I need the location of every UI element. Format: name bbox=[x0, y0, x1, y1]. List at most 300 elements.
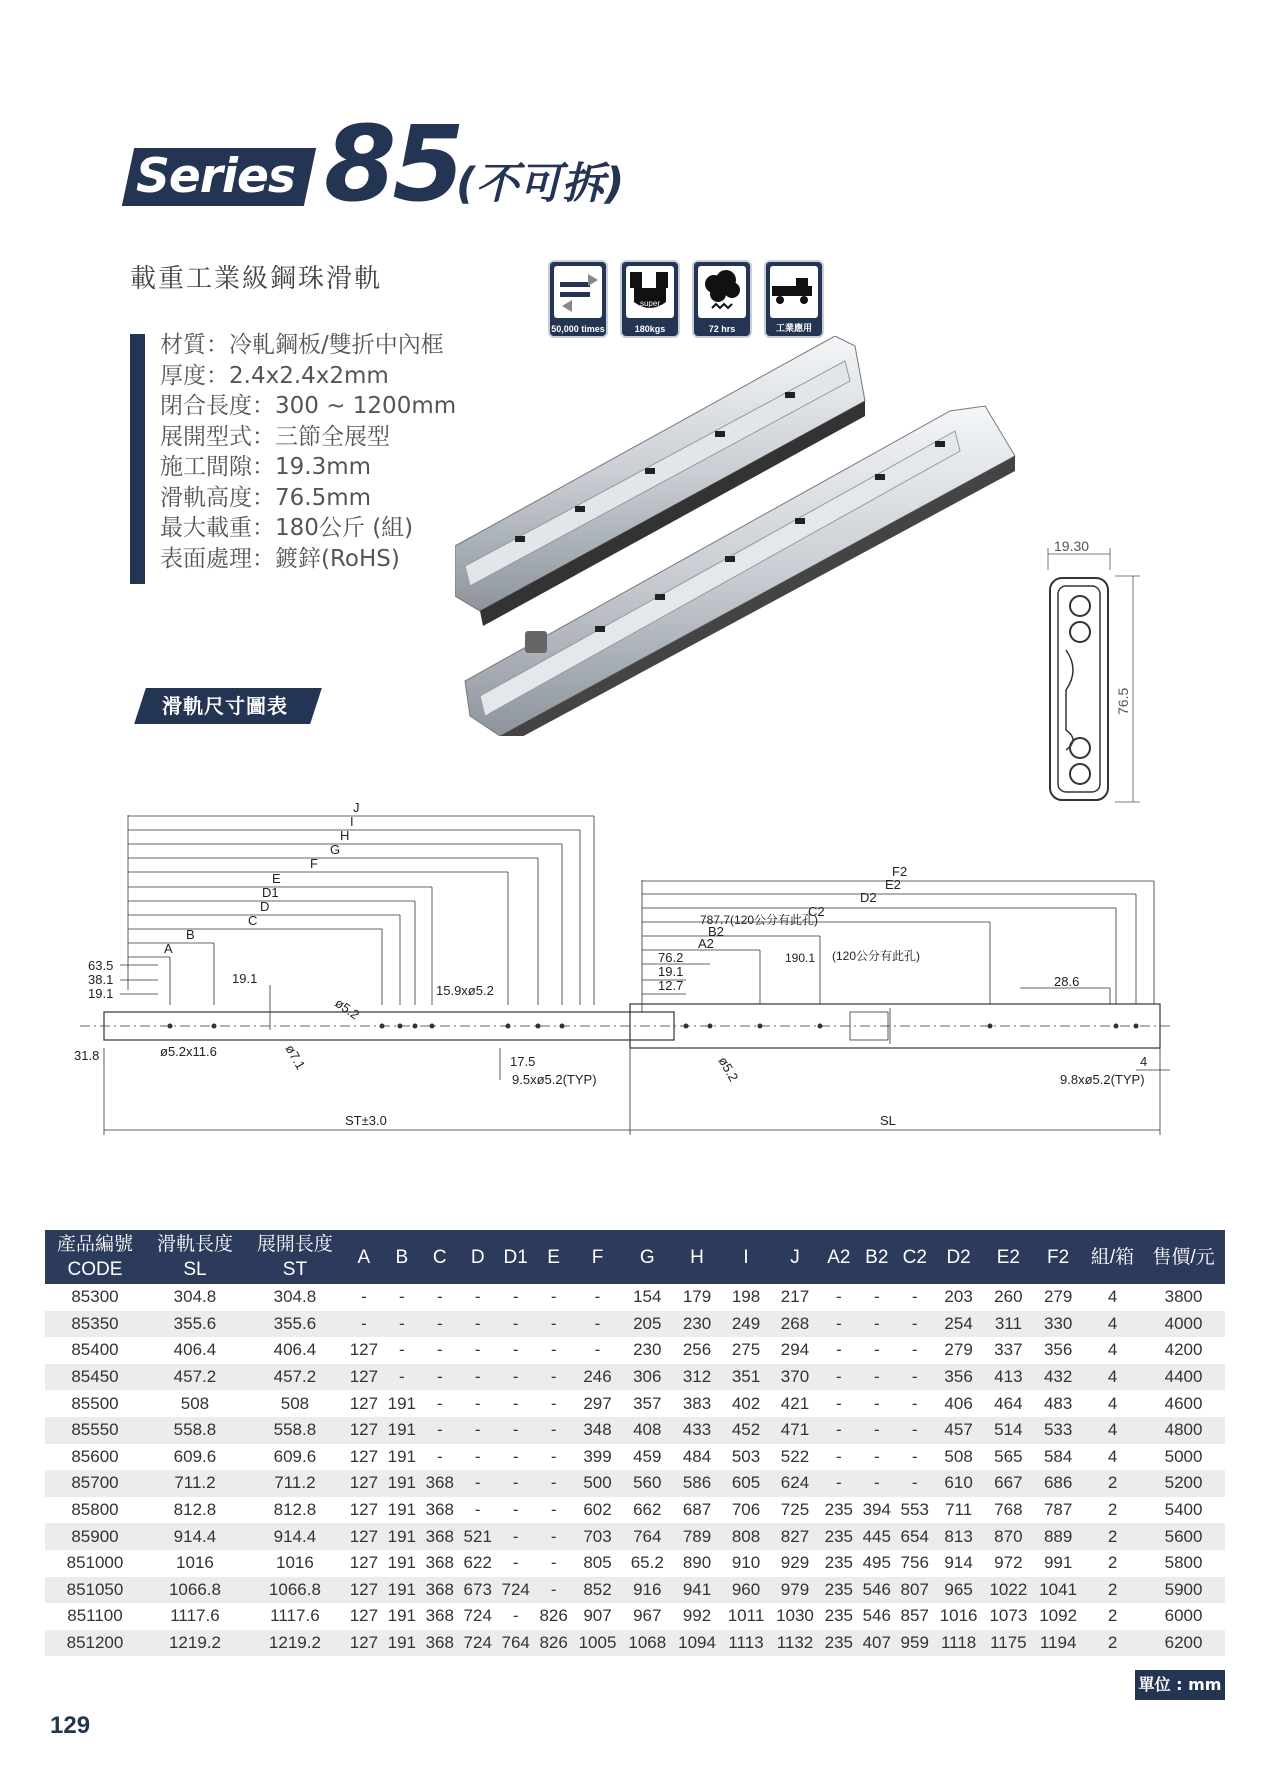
table-cell: 235 bbox=[820, 1523, 858, 1550]
table-header-cell: D1 bbox=[497, 1230, 535, 1284]
table-cell: 1016 bbox=[176, 1553, 214, 1573]
table-cell: - bbox=[512, 1446, 519, 1466]
table-cell: 4 bbox=[1107, 1446, 1118, 1466]
table-cell: 2 bbox=[1083, 1577, 1142, 1604]
table-cell: - bbox=[512, 1287, 519, 1307]
table-row bbox=[45, 1444, 1225, 1471]
table-cell: 605 bbox=[722, 1470, 770, 1497]
table-cell: 495 bbox=[862, 1553, 891, 1573]
table-header-cell: E bbox=[535, 1230, 573, 1284]
spec-accent-bar bbox=[130, 334, 145, 584]
table-cell: 787 bbox=[1043, 1500, 1073, 1520]
table-cell: 687 bbox=[682, 1500, 712, 1520]
table-cell: 235 bbox=[820, 1577, 858, 1604]
table-cell: 1094 bbox=[672, 1630, 722, 1657]
table-cell: - bbox=[896, 1417, 934, 1444]
table-cell: 260 bbox=[994, 1287, 1023, 1307]
table-cell: 127 bbox=[349, 1500, 379, 1520]
series-suffix: (不可拆) bbox=[456, 159, 625, 209]
table-cell: 279 bbox=[944, 1340, 973, 1360]
table-cell: - bbox=[873, 1287, 880, 1307]
hole-label-15-9: 15.9xø5.2 bbox=[436, 983, 494, 998]
table-cell: 304.8 bbox=[173, 1287, 217, 1307]
table-cell: 5900 bbox=[1142, 1577, 1225, 1604]
feature-icons bbox=[548, 260, 828, 340]
hole-label-5-2: ø5.2 bbox=[332, 995, 363, 1023]
table-cell: - bbox=[512, 1393, 519, 1413]
dim-label-b: B bbox=[186, 927, 195, 942]
table-cell: 127 bbox=[349, 1340, 379, 1360]
table-cell: 4800 bbox=[1142, 1417, 1225, 1444]
table-cell: - bbox=[459, 1417, 497, 1444]
table-row bbox=[45, 1417, 1225, 1444]
table-cell: - bbox=[896, 1470, 934, 1497]
series-label: Series bbox=[136, 149, 295, 204]
table-cell: - bbox=[820, 1364, 858, 1391]
table-cell: 406 bbox=[944, 1393, 973, 1413]
dim-label-g: G bbox=[330, 842, 341, 857]
table-cell: 279 bbox=[1043, 1287, 1073, 1307]
table-cell: 471 bbox=[770, 1417, 820, 1444]
unit-badge: 單位 : mm bbox=[1135, 1670, 1225, 1700]
table-cell: 807 bbox=[896, 1577, 934, 1604]
table-cell: 5600 bbox=[1142, 1523, 1225, 1550]
table-cell: - bbox=[858, 1470, 896, 1497]
dim-label-d2: D2 bbox=[860, 890, 877, 905]
table-cell: 662 bbox=[633, 1500, 662, 1520]
dim-label-f: F bbox=[310, 856, 318, 871]
table-cell: 667 bbox=[983, 1470, 1033, 1497]
table-cell: 967 bbox=[633, 1606, 662, 1626]
table-cell: 413 bbox=[983, 1364, 1033, 1391]
table-cell: - bbox=[512, 1553, 519, 1573]
rail-profile-diagram bbox=[1040, 540, 1160, 810]
table-cell: 406.4 bbox=[273, 1340, 317, 1360]
table-cell: 6000 bbox=[1164, 1606, 1203, 1626]
table-cell: - bbox=[836, 1287, 842, 1307]
table-cell: 127 bbox=[345, 1470, 383, 1497]
table-cell: - bbox=[858, 1417, 896, 1444]
table-cell: - bbox=[474, 1446, 481, 1466]
table-cell: 370 bbox=[770, 1364, 820, 1391]
table-cell: 558.8 bbox=[145, 1417, 245, 1444]
table-cell: 711 bbox=[945, 1500, 973, 1520]
table-cell: - bbox=[836, 1393, 842, 1413]
table-cell: 4 bbox=[1107, 1287, 1118, 1307]
table-cell: 2 bbox=[1083, 1523, 1142, 1550]
section-title: 滑軌尺寸圖表 bbox=[134, 688, 329, 728]
table-cell: 500 bbox=[573, 1470, 623, 1497]
table-cell: 929 bbox=[780, 1553, 810, 1573]
table-cell: - bbox=[436, 1340, 443, 1360]
table-cell: 198 bbox=[731, 1287, 761, 1307]
table-cell: 154 bbox=[633, 1287, 662, 1307]
table-cell: 191 bbox=[383, 1470, 421, 1497]
table-cell: 235 bbox=[820, 1630, 858, 1657]
table-cell: 452 bbox=[722, 1417, 770, 1444]
table-cell: 724 bbox=[459, 1630, 497, 1657]
table-row bbox=[45, 1577, 1225, 1604]
spec-rail-height: 滑軌高度：76.5mm bbox=[160, 484, 372, 511]
table-cell: 609.6 bbox=[273, 1446, 317, 1466]
table-cell: 294 bbox=[780, 1340, 810, 1360]
table-cell: 399 bbox=[583, 1446, 612, 1466]
table-cell: - bbox=[421, 1311, 459, 1338]
table-cell: - bbox=[550, 1393, 557, 1413]
hole-label-5-2-right: ø5.2 bbox=[715, 1054, 742, 1085]
table-cell: - bbox=[497, 1311, 535, 1338]
table-cell: 351 bbox=[722, 1364, 770, 1391]
table-cell: - bbox=[550, 1553, 557, 1573]
table-cell: 383 bbox=[682, 1393, 712, 1413]
extension-cycle-icon: 50,000 times bbox=[548, 260, 608, 338]
table-cell: - bbox=[497, 1364, 535, 1391]
table-cell: - bbox=[535, 1364, 573, 1391]
table-cell: 1117.6 bbox=[270, 1606, 320, 1626]
table-cell: - bbox=[873, 1340, 880, 1360]
table-cell: - bbox=[550, 1446, 557, 1466]
table-cell: 813 bbox=[934, 1523, 984, 1550]
industrial-truck-icon: 工業應用 bbox=[764, 260, 824, 338]
table-cell: 2 bbox=[1083, 1470, 1142, 1497]
table-cell: 890 bbox=[682, 1553, 712, 1573]
table-cell: 368 bbox=[425, 1500, 454, 1520]
table-cell: 406.4 bbox=[173, 1340, 217, 1360]
table-cell: 4 bbox=[1083, 1417, 1142, 1444]
dim-label-e2: E2 bbox=[885, 877, 901, 892]
sl-label: SL bbox=[880, 1113, 896, 1128]
table-cell: 445 bbox=[858, 1523, 896, 1550]
table-cell: 1092 bbox=[1039, 1606, 1078, 1626]
table-cell: - bbox=[535, 1523, 573, 1550]
table-cell: 191 bbox=[387, 1446, 417, 1466]
spec-max-load: 最大載重：180公斤 (組) bbox=[160, 515, 414, 541]
table-cell: 724 bbox=[463, 1606, 492, 1626]
dim-label-h: H bbox=[340, 828, 350, 843]
table-cell: - bbox=[474, 1287, 481, 1307]
table-row bbox=[45, 1630, 1225, 1657]
table-cell: - bbox=[896, 1311, 934, 1338]
spec-thickness: 厚度：2.4x2.4x2mm bbox=[160, 362, 389, 389]
spec-table bbox=[45, 1230, 1225, 1656]
table-cell: 191 bbox=[383, 1417, 421, 1444]
table-cell: - bbox=[474, 1340, 481, 1360]
table-row bbox=[45, 1523, 1225, 1550]
dim-4: 4 bbox=[1140, 1054, 1148, 1069]
table-cell: - bbox=[911, 1340, 918, 1360]
table-cell: 191 bbox=[383, 1523, 421, 1550]
table-row bbox=[45, 1284, 1225, 1311]
dim-label-i: I bbox=[350, 814, 354, 829]
table-cell: 85450 bbox=[45, 1364, 145, 1391]
table-cell: 565 bbox=[994, 1446, 1023, 1466]
table-cell: 910 bbox=[731, 1553, 761, 1573]
table-cell: 127 bbox=[349, 1606, 379, 1626]
table-cell: 464 bbox=[994, 1393, 1023, 1413]
table-header-cell: A bbox=[345, 1230, 383, 1284]
table-cell: 960 bbox=[722, 1577, 770, 1604]
table-header-cell: C bbox=[421, 1230, 459, 1284]
dim-label-e: E bbox=[272, 871, 281, 886]
table-cell: - bbox=[873, 1393, 880, 1413]
table-cell: 851050 bbox=[45, 1577, 145, 1604]
table-cell: 356 bbox=[1043, 1340, 1073, 1360]
table-cell: 851000 bbox=[66, 1553, 124, 1573]
table-cell: 979 bbox=[770, 1577, 820, 1604]
table-cell: - bbox=[535, 1417, 573, 1444]
table-cell: 851200 bbox=[45, 1630, 145, 1657]
st-label: ST±3.0 bbox=[345, 1113, 387, 1128]
table-cell: 857 bbox=[900, 1606, 929, 1626]
table-cell: 522 bbox=[780, 1446, 810, 1466]
table-header-cell: D bbox=[459, 1230, 497, 1284]
table-cell: 421 bbox=[780, 1393, 810, 1413]
table-cell: 127 bbox=[345, 1577, 383, 1604]
table-cell: 610 bbox=[934, 1470, 984, 1497]
dim-28-6: 28.6 bbox=[1054, 974, 1080, 989]
table-cell: 1219.2 bbox=[245, 1630, 345, 1657]
table-header-cell: H bbox=[672, 1230, 722, 1284]
table-cell: - bbox=[459, 1470, 497, 1497]
table-cell: 355.6 bbox=[145, 1311, 245, 1338]
table-cell: 191 bbox=[387, 1606, 417, 1626]
table-cell: - bbox=[550, 1500, 557, 1520]
table-header-cell: 售價/元 bbox=[1142, 1230, 1225, 1284]
table-cell: 457.2 bbox=[245, 1364, 345, 1391]
dim-label-j: J bbox=[353, 800, 360, 815]
table-cell: - bbox=[474, 1393, 481, 1413]
table-cell: - bbox=[911, 1446, 918, 1466]
table-cell: - bbox=[383, 1364, 421, 1391]
table-cell: 402 bbox=[731, 1393, 761, 1413]
table-cell: 1030 bbox=[776, 1606, 814, 1626]
dim-19-1-left: 19.1 bbox=[88, 986, 114, 1001]
table-cell: 85350 bbox=[45, 1311, 145, 1338]
table-cell: - bbox=[594, 1340, 601, 1360]
table-cell: 85400 bbox=[71, 1340, 119, 1360]
table-cell: 756 bbox=[900, 1553, 929, 1573]
table-cell: 826 bbox=[535, 1630, 573, 1657]
table-cell: 85500 bbox=[71, 1393, 119, 1413]
table-cell: 484 bbox=[682, 1446, 712, 1466]
table-cell: 654 bbox=[896, 1523, 934, 1550]
table-cell: 914.4 bbox=[245, 1523, 345, 1550]
table-cell: 85900 bbox=[45, 1523, 145, 1550]
table-cell: 808 bbox=[722, 1523, 770, 1550]
table-cell: 368 bbox=[421, 1630, 459, 1657]
table-cell: - bbox=[361, 1287, 367, 1307]
table-cell: - bbox=[497, 1417, 535, 1444]
table-cell: 851100 bbox=[67, 1606, 123, 1626]
table-cell: 85600 bbox=[71, 1446, 119, 1466]
table-cell: 368 bbox=[421, 1470, 459, 1497]
table-cell: - bbox=[421, 1417, 459, 1444]
table-cell: 508 bbox=[280, 1393, 310, 1413]
table-cell: - bbox=[836, 1446, 842, 1466]
table-cell: 337 bbox=[994, 1340, 1023, 1360]
table-cell: 789 bbox=[672, 1523, 722, 1550]
table-cell: 179 bbox=[682, 1287, 712, 1307]
table-cell: 812.8 bbox=[173, 1500, 217, 1520]
table-cell: - bbox=[535, 1470, 573, 1497]
table-cell: - bbox=[535, 1577, 573, 1604]
table-cell: 4200 bbox=[1164, 1340, 1203, 1360]
table-row bbox=[45, 1603, 1225, 1630]
table-cell: 764 bbox=[497, 1630, 535, 1657]
table-cell: - bbox=[911, 1287, 918, 1307]
product-photo bbox=[455, 336, 1115, 736]
dim-label-c2: C2 bbox=[808, 904, 825, 919]
table-cell: 533 bbox=[1033, 1417, 1083, 1444]
table-cell: 914 bbox=[944, 1553, 973, 1573]
table-cell: 965 bbox=[934, 1577, 984, 1604]
dim-label-a2: A2 bbox=[698, 936, 714, 951]
table-cell: 5200 bbox=[1142, 1470, 1225, 1497]
spec-side-clearance: 施工間隙：19.3mm bbox=[160, 454, 372, 480]
table-cell: 602 bbox=[583, 1500, 612, 1520]
table-cell: 827 bbox=[770, 1523, 820, 1550]
table-cell: 852 bbox=[573, 1577, 623, 1604]
table-row bbox=[45, 1364, 1225, 1391]
table-cell: 1066.8 bbox=[245, 1577, 345, 1604]
table-cell: 972 bbox=[994, 1553, 1023, 1573]
table-cell: 686 bbox=[1033, 1470, 1083, 1497]
table-cell: 230 bbox=[633, 1340, 662, 1360]
table-cell: - bbox=[512, 1500, 519, 1520]
table-cell: 1073 bbox=[989, 1606, 1028, 1626]
table-row bbox=[45, 1311, 1225, 1338]
dim-31-8: 31.8 bbox=[74, 1048, 100, 1063]
table-cell: 191 bbox=[387, 1553, 417, 1573]
table-row bbox=[45, 1337, 1225, 1364]
table-cell: 356 bbox=[934, 1364, 984, 1391]
table-cell: 725 bbox=[780, 1500, 810, 1520]
table-cell: 584 bbox=[1043, 1446, 1073, 1466]
table-cell: 459 bbox=[633, 1446, 662, 1466]
table-header-cell: I bbox=[722, 1230, 770, 1284]
table-body bbox=[45, 1284, 1225, 1656]
table-header-row bbox=[45, 1230, 1225, 1284]
table-cell: 1219.2 bbox=[145, 1630, 245, 1657]
table-cell: 457 bbox=[934, 1417, 984, 1444]
dimension-drawing bbox=[60, 790, 1180, 1150]
spec-material: 材質：冷軋鋼板/雙折中內框 bbox=[160, 332, 444, 358]
table-cell: 5800 bbox=[1164, 1553, 1203, 1573]
table-cell: 432 bbox=[1033, 1364, 1083, 1391]
table-cell: 703 bbox=[573, 1523, 623, 1550]
table-cell: 4600 bbox=[1164, 1393, 1203, 1413]
table-cell: - bbox=[858, 1364, 896, 1391]
table-cell: 768 bbox=[994, 1500, 1023, 1520]
table-cell: 1132 bbox=[770, 1630, 820, 1657]
table-cell: 127 bbox=[349, 1393, 379, 1413]
table-cell: 85800 bbox=[71, 1500, 119, 1520]
table-cell: 368 bbox=[425, 1606, 454, 1626]
table-cell: - bbox=[911, 1393, 918, 1413]
table-cell: 235 bbox=[824, 1606, 854, 1626]
table-cell: - bbox=[383, 1311, 421, 1338]
table-cell: 246 bbox=[573, 1364, 623, 1391]
table-cell: 711.2 bbox=[145, 1470, 245, 1497]
product-subtitle: 載重工業級鋼珠滑軌 bbox=[130, 264, 383, 294]
dim-label-d: D bbox=[260, 899, 270, 914]
table-cell: 521 bbox=[459, 1523, 497, 1550]
table-cell: - bbox=[535, 1311, 573, 1338]
dim-label-d1: D1 bbox=[262, 885, 279, 900]
table-cell: 764 bbox=[622, 1523, 672, 1550]
table-cell: 127 bbox=[349, 1553, 379, 1573]
profile-height-label: 76.5 bbox=[1115, 687, 1131, 715]
table-cell: 191 bbox=[383, 1630, 421, 1657]
table-cell: 457.2 bbox=[145, 1364, 245, 1391]
table-cell: 622 bbox=[463, 1553, 492, 1573]
series-title bbox=[128, 103, 688, 225]
table-cell: 355.6 bbox=[245, 1311, 345, 1338]
spec-finish: 表面處理：鍍鋅(RoHS) bbox=[160, 545, 400, 572]
table-cell: 191 bbox=[387, 1500, 417, 1520]
table-cell: - bbox=[512, 1340, 519, 1360]
table-cell: 508 bbox=[944, 1446, 973, 1466]
table-row bbox=[45, 1390, 1225, 1417]
table-cell: 297 bbox=[583, 1393, 612, 1413]
table-header-cell: B bbox=[383, 1230, 421, 1284]
table-cell: 433 bbox=[672, 1417, 722, 1444]
table-cell: - bbox=[512, 1606, 519, 1626]
hole-label-typ-left: 9.5xø5.2(TYP) bbox=[512, 1072, 597, 1087]
table-cell: 2 bbox=[1107, 1606, 1118, 1626]
hole-label-7-1: ø7.1 bbox=[282, 1042, 309, 1073]
table-header-cell: F2 bbox=[1033, 1230, 1083, 1284]
table-cell: 991 bbox=[1043, 1553, 1073, 1573]
spec-extension-type: 展開型式：三節全展型 bbox=[160, 423, 390, 450]
table-cell: - bbox=[459, 1311, 497, 1338]
table-cell: 249 bbox=[722, 1311, 770, 1338]
dim-17-5: 17.5 bbox=[510, 1054, 536, 1069]
table-cell: 368 bbox=[425, 1553, 454, 1573]
table-header-cell: J bbox=[770, 1230, 820, 1284]
table-header-cell: F bbox=[573, 1230, 623, 1284]
table-cell: 907 bbox=[583, 1606, 612, 1626]
table-cell: - bbox=[399, 1340, 405, 1360]
table-cell: 268 bbox=[770, 1311, 820, 1338]
table-cell: 256 bbox=[682, 1340, 712, 1360]
table-cell: 805 bbox=[583, 1553, 612, 1573]
table-header-cell: G bbox=[622, 1230, 672, 1284]
table-cell: 408 bbox=[622, 1417, 672, 1444]
table-cell: 959 bbox=[896, 1630, 934, 1657]
table-cell: 65.2 bbox=[630, 1553, 664, 1573]
dim-38-1: 38.1 bbox=[88, 972, 114, 987]
table-cell: - bbox=[550, 1340, 557, 1360]
table-cell: - bbox=[594, 1287, 601, 1307]
table-row bbox=[45, 1470, 1225, 1497]
dim-label-b2: B2 bbox=[708, 924, 724, 939]
page-number: 129 bbox=[50, 1712, 91, 1739]
table-cell: 826 bbox=[539, 1606, 568, 1626]
table-header-cell: 組/箱 bbox=[1083, 1230, 1142, 1284]
table-cell: 558.8 bbox=[245, 1417, 345, 1444]
table-cell: - bbox=[497, 1523, 535, 1550]
table-cell: 2 bbox=[1083, 1630, 1142, 1657]
table-cell: - bbox=[345, 1311, 383, 1338]
table-cell: 941 bbox=[672, 1577, 722, 1604]
table-cell: 394 bbox=[862, 1500, 891, 1520]
table-cell: 330 bbox=[1033, 1311, 1083, 1338]
dim-190-1: 190.1 bbox=[785, 951, 816, 965]
table-cell: 254 bbox=[934, 1311, 984, 1338]
table-header-cell: 滑軌長度 SL bbox=[145, 1230, 245, 1284]
table-cell: 127 bbox=[349, 1446, 379, 1466]
